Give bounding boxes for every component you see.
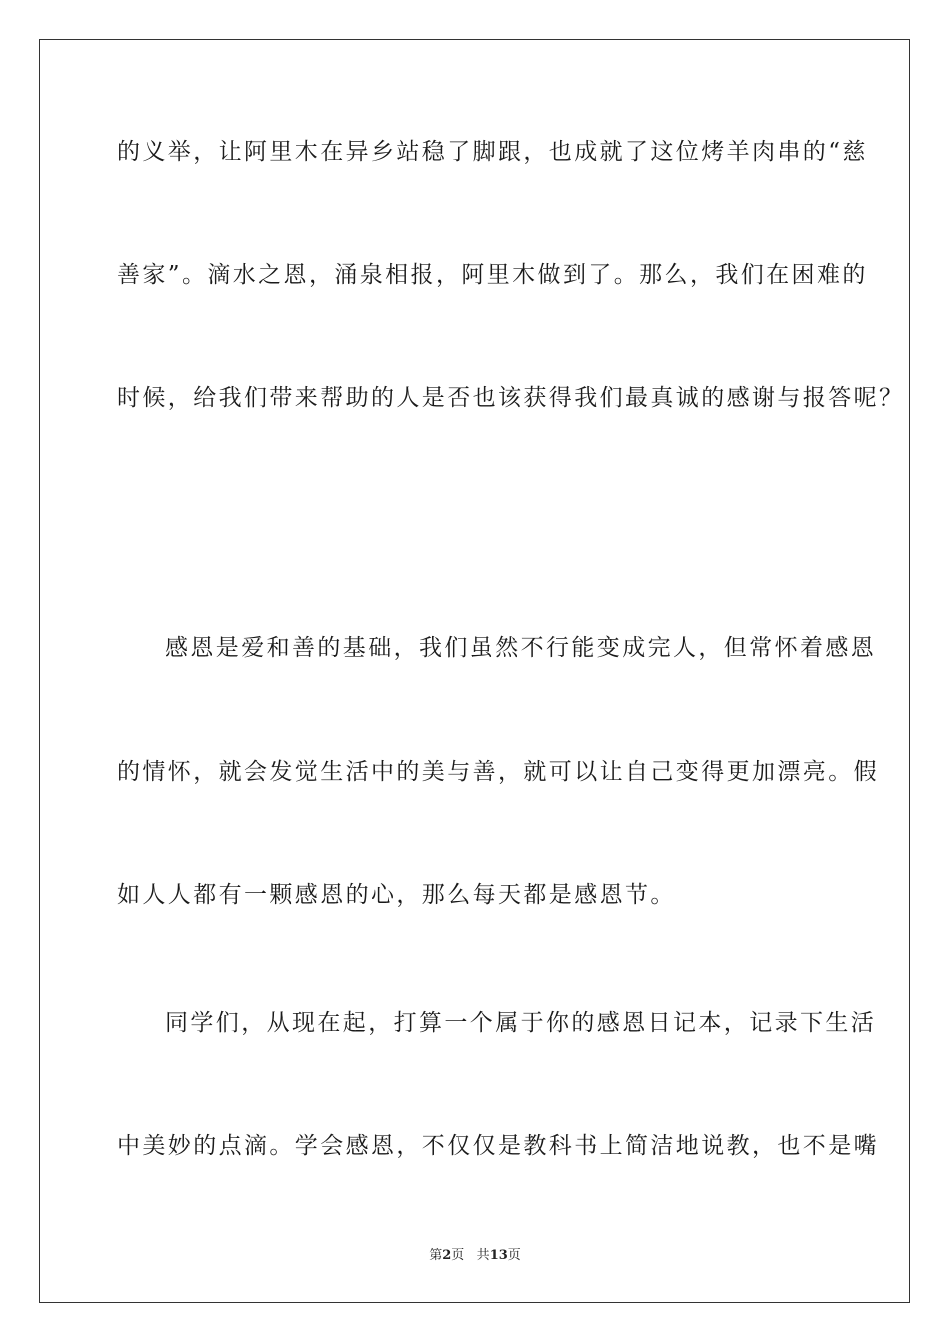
page-number: 2 [442,1248,452,1263]
total-suffix: 页 [507,1248,521,1263]
page-prefix: 第 [429,1248,443,1263]
paragraph-line: 时候，给我们带来帮助的人是否也该获得我们最真诚的感谢与报答呢？ [117,385,905,411]
total-pages: 13 [489,1248,508,1263]
page-footer [0,1247,950,1265]
paragraph-line: 善家”。滴水之恩，涌泉相报，阿里木做到了。那么，我们在困难的 [117,262,868,288]
page-suffix: 页 [451,1248,465,1263]
paragraph-line: 如人人都有一颗感恩的心，那么每天都是感恩节。 [117,882,676,908]
paragraph-line: 感恩是爱和善的基础，我们虽然不行能变成完人，但常怀着感恩 [165,635,877,661]
paragraph-line: 中美妙的点滴。学会感恩，不仅仅是教科书上简洁地说教，也不是嘴 [117,1133,879,1159]
paragraph-line: 的义举，让阿里木在异乡站稳了脚跟，也成就了这位烤羊肉串的“慈 [117,139,868,165]
paragraph-line: 同学们，从现在起，打算一个属于你的感恩日记本，记录下生活 [165,1010,877,1036]
total-prefix: 共 [476,1248,490,1263]
page-border [39,39,910,1303]
paragraph-line: 的情怀，就会发觉生活中的美与善，就可以让自己变得更加漂亮。假 [117,759,879,785]
